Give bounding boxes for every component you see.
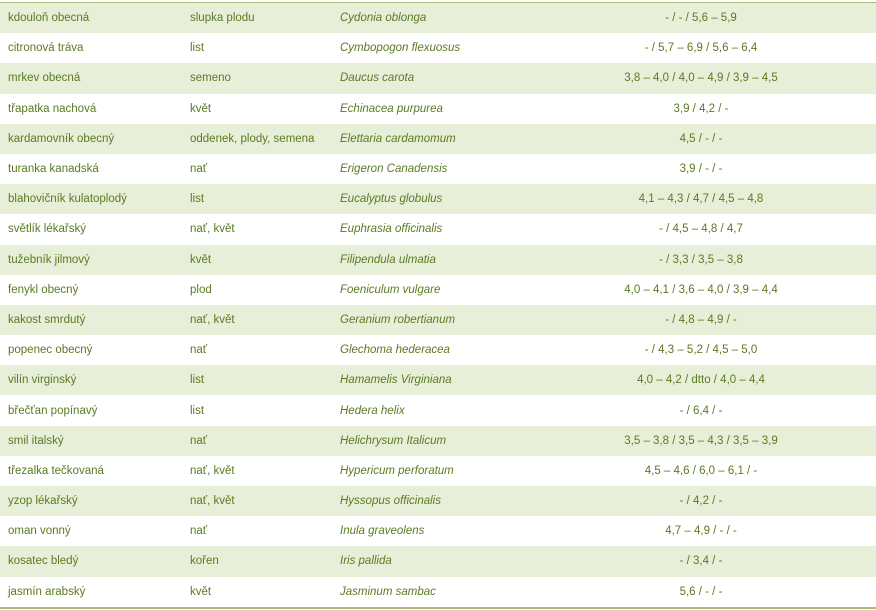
table-row xyxy=(0,516,876,546)
latin-name-cell: Glechoma hederacea xyxy=(340,344,450,357)
common-name-cell: yzop lékařský xyxy=(8,495,78,508)
ph-value-cell: - / 4,2 / - xyxy=(679,495,723,508)
common-name-cell: citronová tráva xyxy=(8,42,84,55)
ph-value-cell: - / 6,4 / - xyxy=(679,404,723,417)
table-row xyxy=(0,214,876,244)
common-name-cell: třapatka nachová xyxy=(8,102,97,115)
table-row xyxy=(0,395,876,425)
table-row xyxy=(0,154,876,184)
table-row xyxy=(0,275,876,305)
common-name-cell: třezalka tečkovaná xyxy=(8,464,104,477)
latin-name-cell: Cymbopogon flexuosus xyxy=(340,42,461,55)
ph-value-cell: - / 3,3 / 3,5 – 3,8 xyxy=(659,253,743,266)
ph-value-cell: 4,7 – 4,9 / - / - xyxy=(665,525,737,538)
latin-name-cell: Echinacea purpurea xyxy=(340,102,443,115)
plant-part-cell: semeno xyxy=(190,72,231,85)
common-name-cell: mrkev obecná xyxy=(8,72,81,85)
plant-part-cell: nať xyxy=(190,525,208,538)
ph-value-cell: 4,0 – 4,1 / 3,6 – 4,0 / 3,9 – 4,4 xyxy=(624,283,778,296)
plant-part-cell: slupka plodu xyxy=(190,12,255,25)
latin-name-cell: Erigeron Canadensis xyxy=(340,163,448,176)
latin-name-cell: Iris pallida xyxy=(340,555,392,568)
ph-value-cell: - / 3,4 / - xyxy=(679,555,723,568)
latin-name-cell: Geranium robertianum xyxy=(340,313,456,326)
common-name-cell: kardamovník obecný xyxy=(8,132,115,145)
common-name-cell: fenykl obecný xyxy=(8,283,79,296)
ph-value-cell: - / 4,8 – 4,9 / - xyxy=(665,313,737,326)
common-name-cell: jasmín arabský xyxy=(8,585,86,598)
latin-name-cell: Cydonia oblonga xyxy=(340,12,427,25)
ph-value-cell: 3,5 – 3,8 / 3,5 – 4,3 / 3,5 – 3,9 xyxy=(624,434,778,447)
table-row xyxy=(0,94,876,124)
ph-value-cell: - / 4,3 – 5,2 / 4,5 – 5,0 xyxy=(644,344,758,357)
common-name-cell: blahovičník kulatoplodý xyxy=(8,193,127,206)
table-row xyxy=(0,3,876,33)
table-row xyxy=(0,184,876,214)
plant-part-cell: nať xyxy=(190,434,208,447)
ph-value-cell: 3,8 – 4,0 / 4,0 – 4,9 / 3,9 – 4,5 xyxy=(624,72,778,85)
latin-name-cell: Filipendula ulmatia xyxy=(340,253,436,266)
table-row xyxy=(0,426,876,456)
table-row xyxy=(0,456,876,486)
common-name-cell: turanka kanadská xyxy=(8,163,99,176)
plant-part-cell: list xyxy=(190,42,205,55)
ph-value-cell: 3,9 / 4,2 / - xyxy=(673,102,729,115)
common-name-cell: popenec obecný xyxy=(8,344,93,357)
latin-name-cell: Inula graveolens xyxy=(340,525,425,538)
latin-name-cell: Eucalyptus globulus xyxy=(340,193,443,206)
common-name-cell: smil italský xyxy=(8,434,64,447)
ph-value-cell: - / - / 5,6 – 5,9 xyxy=(665,12,737,25)
plant-part-cell: oddenek, plody, semena xyxy=(190,132,315,145)
ph-value-cell: - / 4,5 – 4,8 / 4,7 xyxy=(659,223,743,236)
plant-part-cell: nať, květ xyxy=(190,313,235,326)
plant-part-cell: nať, květ xyxy=(190,495,235,508)
latin-name-cell: Daucus carota xyxy=(340,72,415,85)
common-name-cell: kosatec bledý xyxy=(8,555,79,568)
ph-value-cell: 5,6 / - / - xyxy=(679,585,723,598)
table-row xyxy=(0,486,876,516)
common-name-cell: kakost smrdutý xyxy=(8,313,86,326)
latin-name-cell: Hedera helix xyxy=(340,404,405,417)
plant-part-cell: kořen xyxy=(190,555,219,568)
common-name-cell: břečťan popínavý xyxy=(8,404,98,417)
ph-value-cell: 4,5 / - / - xyxy=(679,132,723,145)
latin-name-cell: Hypericum perforatum xyxy=(340,464,454,477)
plant-part-cell: list xyxy=(190,404,205,417)
plant-part-cell: květ xyxy=(190,585,212,598)
table-row xyxy=(0,365,876,395)
ph-value-cell: 4,0 – 4,2 / dtto / 4,0 – 4,4 xyxy=(637,374,765,387)
common-name-cell: vilín virginský xyxy=(8,374,77,387)
table-row xyxy=(0,33,876,63)
table-row xyxy=(0,335,876,365)
plant-part-cell: květ xyxy=(190,102,212,115)
latin-name-cell: Elettaria cardamomum xyxy=(340,132,456,145)
common-name-cell: oman vonný xyxy=(8,525,71,538)
latin-name-cell: Euphrasia officinalis xyxy=(340,223,443,236)
table-row xyxy=(0,63,876,93)
table-row xyxy=(0,546,876,576)
plant-part-cell: list xyxy=(190,193,205,206)
table-row xyxy=(0,577,876,607)
latin-name-cell: Hamamelis Virginiana xyxy=(340,374,452,387)
plant-part-cell: plod xyxy=(190,283,212,296)
table-row xyxy=(0,245,876,275)
latin-name-cell: Hyssopus officinalis xyxy=(340,495,441,508)
plant-part-cell: nať xyxy=(190,344,208,357)
table-row xyxy=(0,305,876,335)
ph-value-cell: 4,5 – 4,6 / 6,0 – 6,1 / - xyxy=(644,464,758,477)
plant-part-cell: květ xyxy=(190,253,212,266)
common-name-cell: světlík lékařský xyxy=(8,223,86,236)
plant-part-cell: nať, květ xyxy=(190,223,235,236)
latin-name-cell: Helichrysum Italicum xyxy=(340,434,447,447)
ph-value-cell: - / 5,7 – 6,9 / 5,6 – 6,4 xyxy=(644,42,758,55)
latin-name-cell: Foeniculum vulgare xyxy=(340,283,441,296)
plant-table xyxy=(0,2,876,609)
common-name-cell: tužebník jilmový xyxy=(8,253,90,266)
ph-value-cell: 4,1 – 4,3 / 4,7 / 4,5 – 4,8 xyxy=(638,193,764,206)
plant-part-cell: nať, květ xyxy=(190,464,235,477)
table-row xyxy=(0,124,876,154)
plant-part-cell: list xyxy=(190,374,205,387)
plant-part-cell: nať xyxy=(190,163,208,176)
ph-value-cell: 3,9 / - / - xyxy=(679,163,723,176)
latin-name-cell: Jasminum sambac xyxy=(340,585,436,598)
common-name-cell: kdouloň obecná xyxy=(8,12,90,25)
